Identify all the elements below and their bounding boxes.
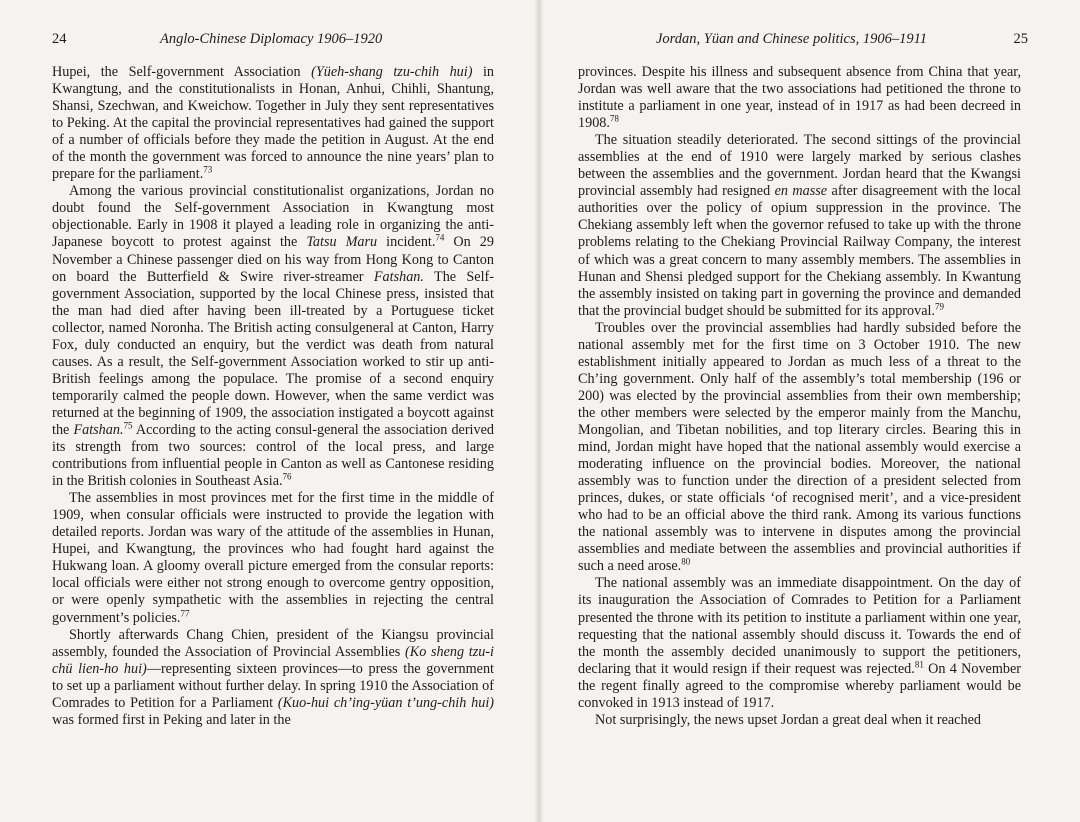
footnote-ref: 73 [203, 164, 213, 175]
left-page-body [52, 64, 494, 729]
paragraph [52, 183, 494, 490]
text-run: Hupei, the Self-government Association [52, 64, 312, 80]
text-run: was formed first in Peking and later in the [52, 711, 291, 728]
paragraph [578, 575, 1021, 711]
footnote-ref: 75 [123, 420, 133, 431]
paragraph [578, 712, 1021, 729]
text-run: incident. [377, 234, 436, 251]
text-run: Shortly afterwards Chang Chien, president of the Kiangsu provincial assembly, founded the Association of Provincial Assemblies [52, 626, 494, 660]
italic-text: (Kuo-hui ch’ing-yüan t’ung-chih hui) [277, 694, 494, 711]
paragraph [52, 627, 494, 729]
right-running-header [578, 31, 1028, 51]
right-page-number: 25 [1013, 31, 1028, 47]
footnote-ref: 81 [914, 658, 924, 669]
left-running-title: Anglo-Chinese Diplomacy 1906–1920 [160, 31, 383, 47]
text-run: after disagreement with the local authorities over the policy of opium suppression in the province. The Chekiang assembly left when the governor refused to take up with the throne problems relating to the Chekiang Provincial Railway Company, the interest of which was a great concern to many assembly members. The assemblies in Hunan and Shensi pledged support for the Chekiang assembly. In Kwantung the assembly insisted on taking part in governing the province and demanded that the provincial budget should be submitted for its approval. [578, 183, 1021, 319]
footnote-ref: 80 [681, 556, 691, 567]
text-run: in Kwangtung, and the constitutionalists in Honan, Anhui, Chihli, Shantung, Shansi, Szechwan, and Kweichow. Together in July they sent representatives to Peking. At the capital the provincial representatives had gained the support of a number of officials before they made the petition in August. At the end of the month the government was forced to announce the nine years’ plan to prepare for the parliament. [52, 64, 494, 183]
right-page [544, 0, 1080, 822]
footnote-ref: 79 [934, 300, 944, 311]
italic-text: Tatsu Maru [306, 234, 378, 251]
text-run: The Self-government Association, supported by the local Chinese press, insisted that the man had died after having been ill-treated by a Portuguese ticket collector, named Noronha. The British acting consulgeneral at Canton, Harry Fox, duly conducted an enquiry, but the verdict was death from natural causes. As a result, the Self-government Association worked to stir up anti-British feelings among the populace. The promise of a second enquiry temporarily calmed the people down. However, when the same verdict was returned at the beginning of 1909, the association instigated a boycott against the [52, 268, 494, 438]
left-running-header [52, 31, 499, 51]
italic-text: en masse [774, 183, 828, 200]
text-run: The national assembly was an immediate disappointment. On the day of its inauguration the Association of Comrades to Petition for a Parliament presented the throne with its petition to institute a parliament within one year, requesting that the national assembly should discuss it. Towards the end of the month the assembly decided unanimously to support the petitioners, declaring that it would resign if their request was rejected. [578, 575, 1021, 677]
text-run: The situation steadily deteriorated. The second sittings of the provincial assemblies at the end of 1910 were largely marked by serious clashes between the assemblies and the government. Jordan heard that the Kwangsi provincial assembly had resigned [578, 132, 1021, 200]
italic-text: (Ko sheng tzu-i chü lien-ho hui) [52, 643, 494, 677]
italic-text: (Yüeh-shang tzu-chih hui) [311, 64, 473, 80]
footnote-ref: 77 [180, 607, 190, 618]
italic-text: Fatshan. [73, 421, 124, 438]
text-run: On 29 November a Chinese passenger died on his way from Hong Kong to Canton on board the Butterfield & Swire river-streamer [52, 234, 494, 285]
paragraph [52, 64, 494, 183]
left-page [0, 0, 534, 822]
footnote-ref: 78 [609, 113, 619, 124]
text-run: —representing sixteen provinces—to press the government to set up a parliament without further delay. In spring 1910 the Association of Comrades to Petition for a Parliament [52, 660, 494, 711]
right-running-title: Jordan, Yüan and Chinese politics, 1906–1911 [656, 31, 928, 47]
book-gutter [534, 0, 544, 822]
right-page-body [578, 64, 1021, 729]
text-run: Not surprisingly, the news upset Jordan a great deal when it reached [595, 711, 981, 728]
footnote-ref: 74 [435, 232, 445, 243]
text-run: Troubles over the provincial assemblies had hardly subsided before the national assembly met for the first time on 3 October 1910. The new establishment initially appeared to Jordan as much less of a threat to the Ch’ing government. Only half of the assembly’s total membership (196 or 200) was elected by the provincial assemblies from their own membership; the other members were selected by the emperor mainly from the Manchu, Mongolian, and Tibetan nobilities, and top literary circles. Bearing this in mind, Jordan might have hoped that the national assembly would exercise a moderating influence on the provincial bodies. Moreover, the national assembly was to function under the direction of a president selected from princes, dukes, or state officials ‘of recognised merit’, and a vice-president who had to be an official above the third rank. Among its various functions the national assembly was to intervene in disputes among the provincial assemblies and mediate between the assemblies and provincial authorities if such a need arose. [578, 319, 1021, 575]
paragraph [578, 320, 1021, 576]
text-run: According to the acting consul-general the association derived its strength from two sources: control of the local press, and large contributions from influential people in Canton as well as Cantonese residing in the British colonies in Southeast Asia. [52, 421, 494, 490]
footnote-ref: 76 [282, 471, 292, 482]
text-run: On 4 November the regent finally agreed to the compromise whereby parliament would be convoked in 1913 instead of 1917. [578, 660, 1021, 711]
text-run: Among the various provincial constitutionalist organizations, Jordan no doubt found the Self-government Association in Kwangtung most objectionable. Early in 1908 it played a leading role in organizing the anti-Japanese boycott to protest against the [52, 183, 494, 251]
paragraph [578, 64, 1021, 132]
paragraph [578, 132, 1021, 320]
text-run: provinces. Despite his illness and subsequent absence from China that year, Jordan was well aware that the two associations had petitioned the throne to institute a parliament in one year, instead of in 1917 as had been decreed in 1908. [578, 64, 1021, 132]
paragraph [52, 490, 494, 626]
italic-text: Fatshan. [373, 268, 424, 285]
text-run: The assemblies in most provinces met for the first time in the middle of 1909, when consular officials were instructed to provide the legation with detailed reports. Jordan was wary of the attitude of the assemblies in Hunan, Hupei, and Kwangtung, the provinces who had fought hard against the Hukwang loan. A gloomy overall picture emerged from the consular reports: local officials were either not strong enough to overcome gentry opposition, or were openly sympathetic with the assemblies in rejecting the central government’s policies. [52, 490, 494, 626]
left-page-number: 24 [52, 31, 67, 47]
